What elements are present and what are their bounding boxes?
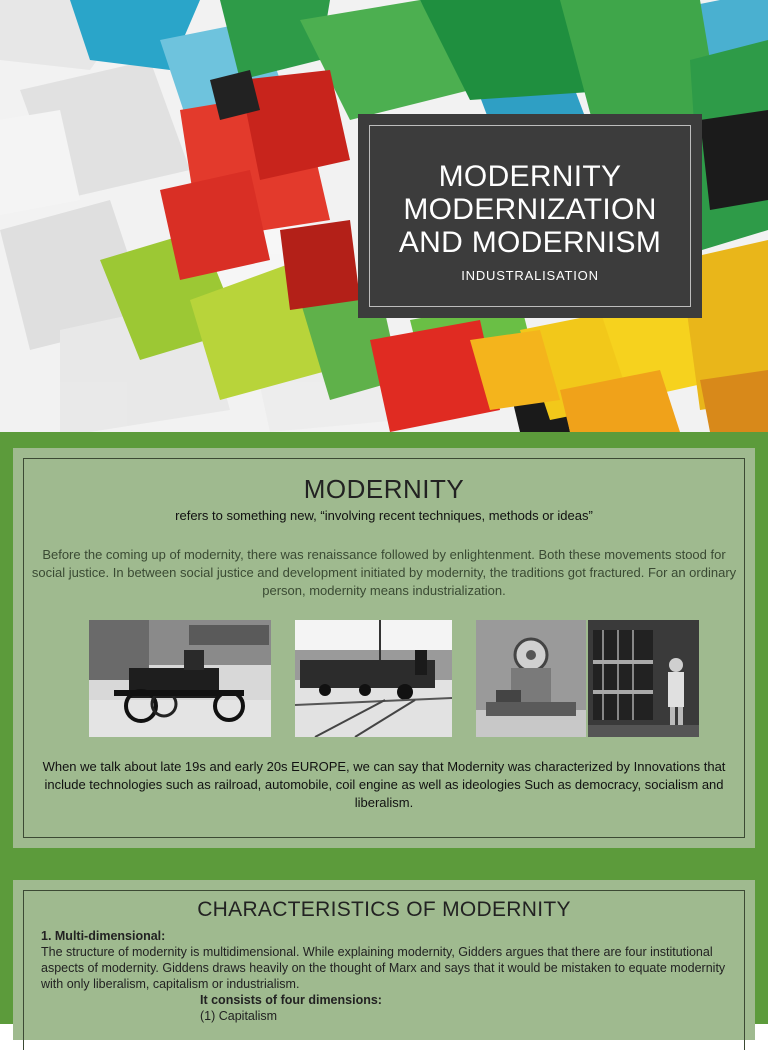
section-heading: CHARACTERISTICS OF MODERNITY <box>197 898 571 921</box>
point-title: 1. Multi-dimensional: <box>41 929 166 943</box>
content-panel <box>13 448 755 848</box>
slide-title: MODERNITY MODERNIZATION AND MODERNISM <box>398 160 662 259</box>
intro-paragraph: Before the coming up of modernity, there was renaissance followed by enlightenment. Both these movements stood for social justice. In between social justice and development initiated by modernity, the traditions got fractured. For an ordinary person, modernity means industrialization. <box>31 547 737 598</box>
point-text: The structure of modernity is multidimensional. While explaining modernity, Gidders argues that there are four institutional aspects of modernity. Giddens draws heavily on the thought of Marx and says that it would be mistaken to equate modernity with only liberalism, capitalism or industrialism. <box>41 945 726 991</box>
section-heading: MODERNITY <box>303 474 465 504</box>
characteristics-body <box>41 928 735 1024</box>
modernity-slide <box>0 432 768 864</box>
title-box-border <box>369 125 691 307</box>
telegraph-photo <box>476 620 586 737</box>
dimension-item: (1) Capitalism <box>200 1009 278 1023</box>
title-slide <box>0 0 768 432</box>
characteristics-slide <box>0 864 768 1024</box>
title-box <box>358 114 702 318</box>
factory-photo <box>588 620 699 737</box>
slide-subtitle: INDUSTRALISATION <box>461 268 599 283</box>
dimensions-label: It consists of four dimensions: <box>200 993 382 1007</box>
railroad-photo <box>295 620 452 737</box>
automobile-photo <box>89 620 271 737</box>
europe-paragraph: When we talk about late 19s and early 20s EUROPE, we can say that Modernity was characterized by Innovations that include technologies such as railroad, automobile, coil engine as well as ideologies Such as democracy, socialism and liberalism. <box>42 759 726 810</box>
content-panel <box>13 880 755 1040</box>
definition-text: refers to something new, “involving recent techniques, methods or ideas” <box>175 508 593 523</box>
